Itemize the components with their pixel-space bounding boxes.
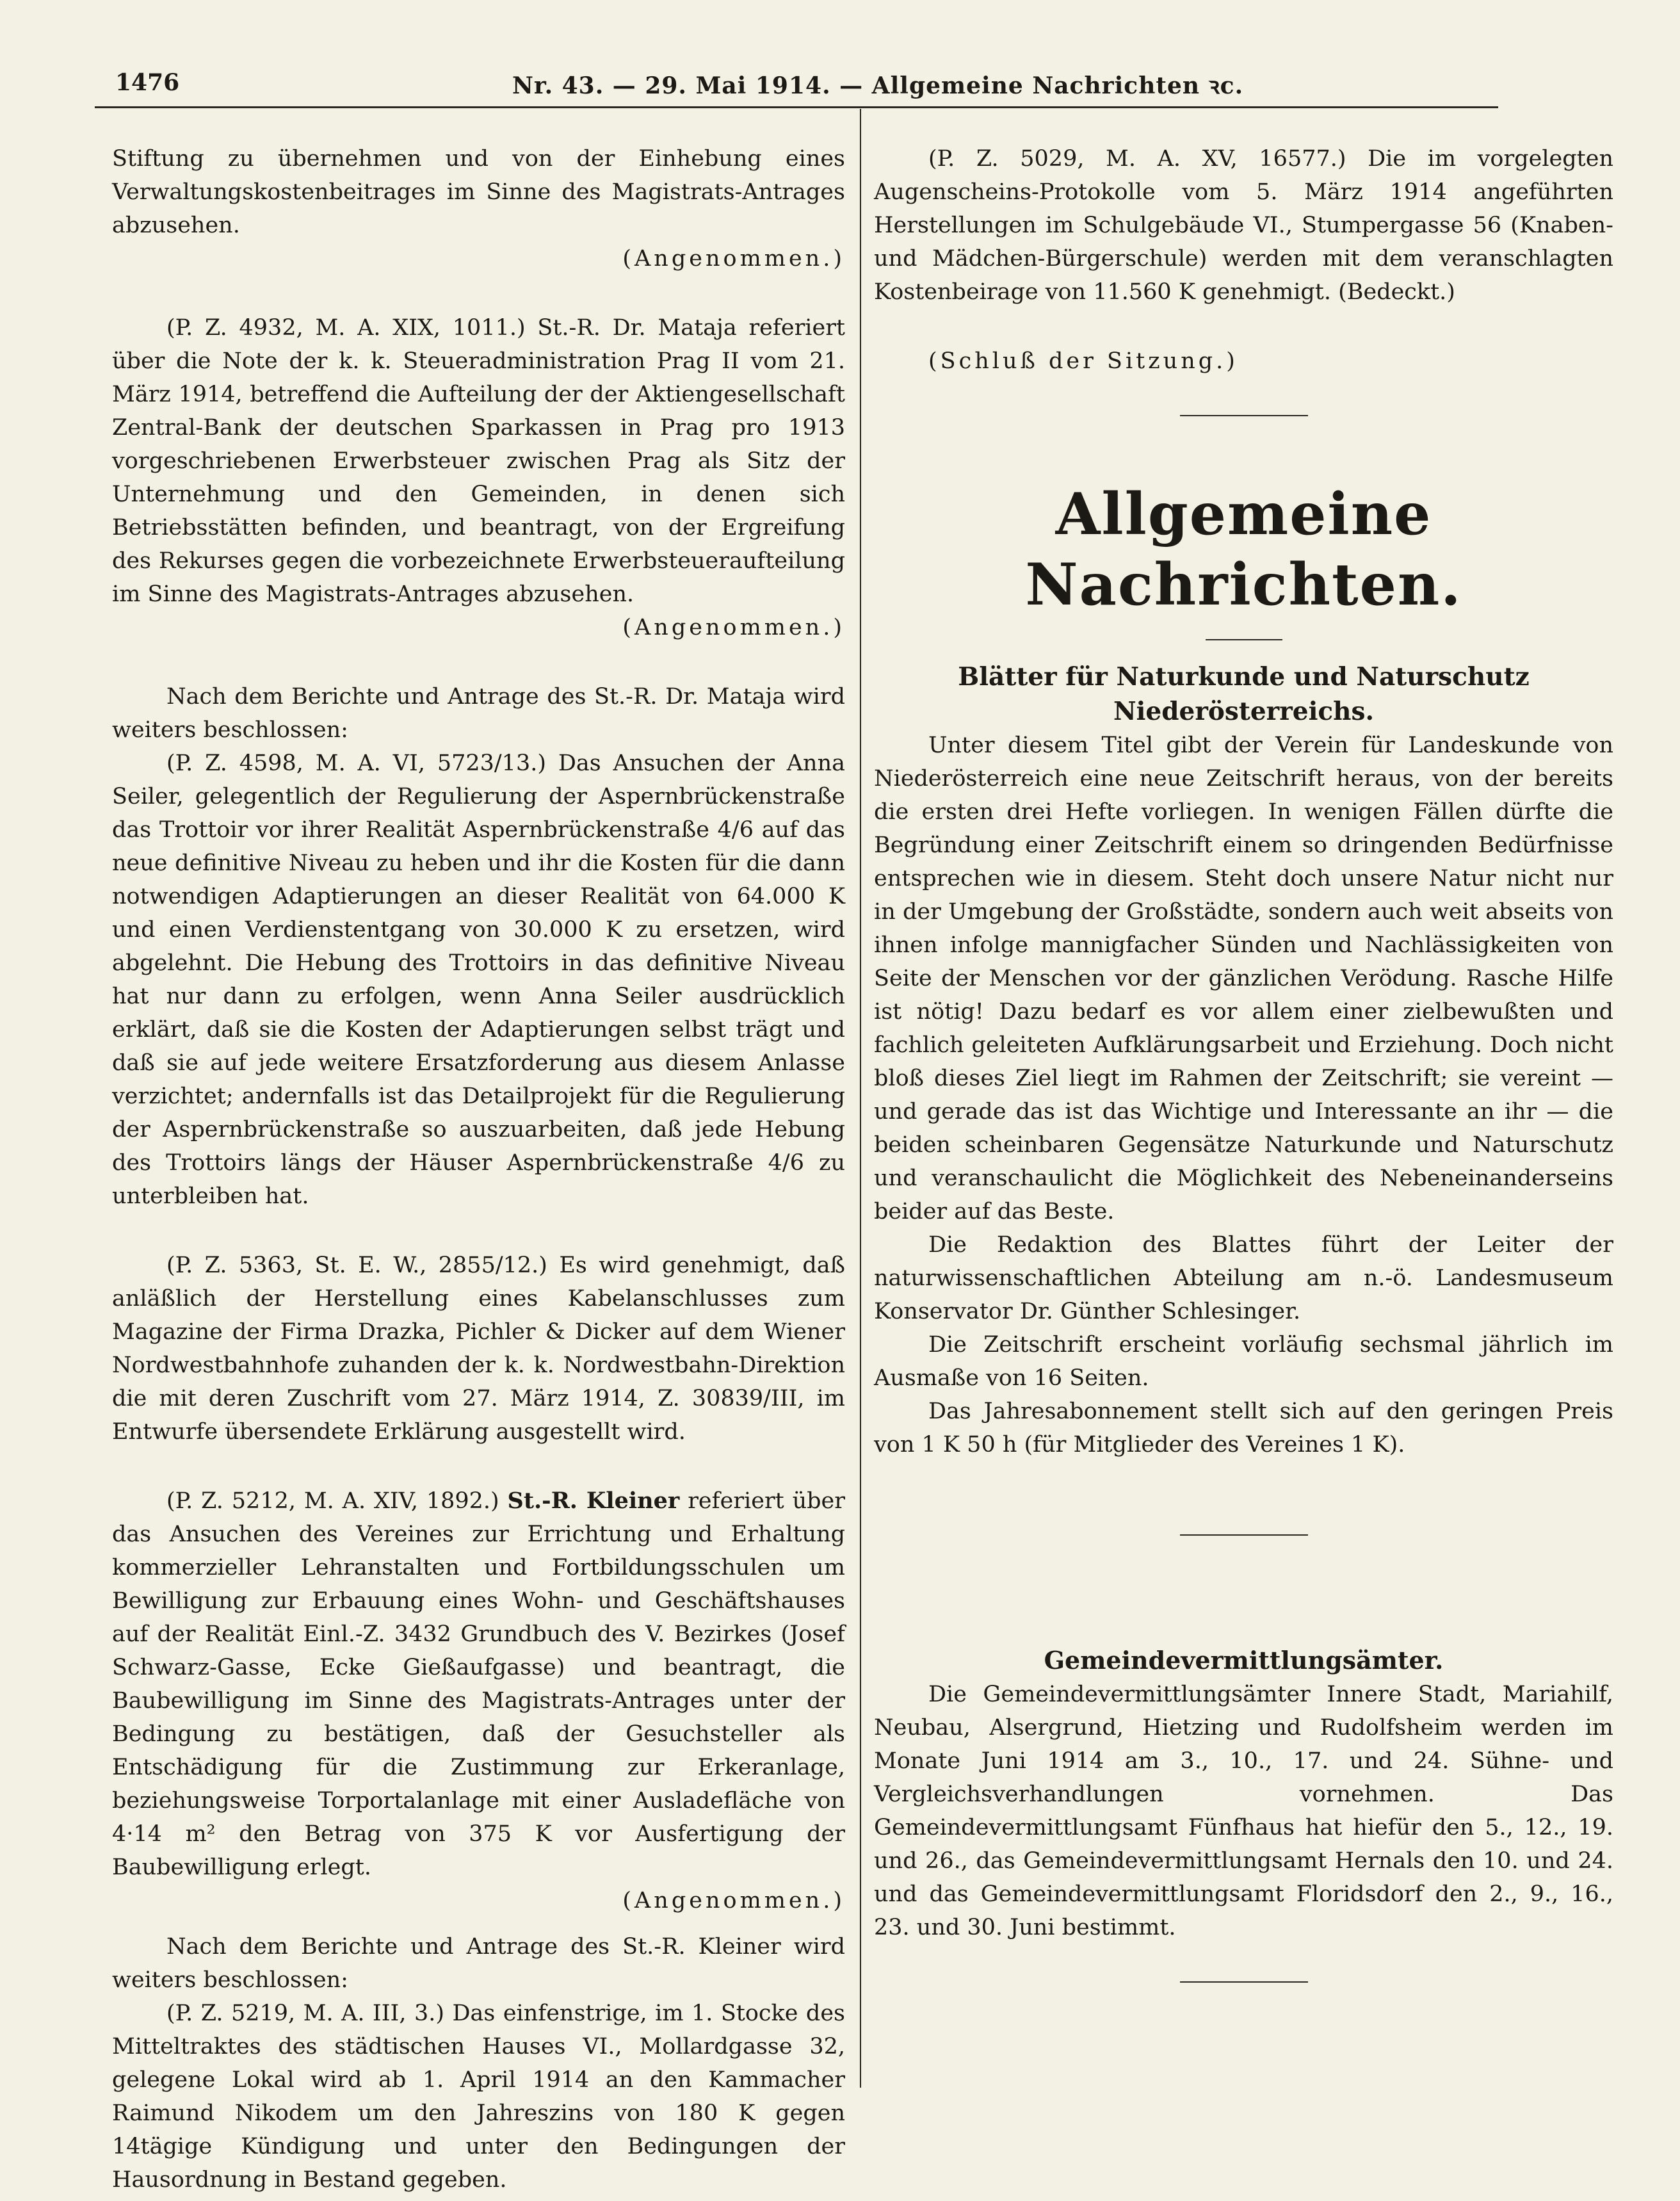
article-1-paragraph-3: Die Zeitschrift erscheint vorläufig sechsmal jährlich im Ausmaße von 16 Seiten. <box>874 1332 1613 1391</box>
article-1-paragraph-4: Das Jahresabonnement stellt sich auf den geringen Preis von 1 K 50 h (für Mitglieder des Vereines 1 K). <box>874 1399 1613 1458</box>
divider-rule-4 <box>1180 1981 1308 1983</box>
left-intro-kleiner: Nach dem Berichte und Antrage des St.-R. Kleiner wird weiters beschlossen: <box>112 1934 845 1993</box>
left-paragraph-4: (P. Z. 5363, St. E. W., 2855/12.) Es wird genehmigt, daß anläßlich der Herstellung eines Kabelanschlusses zum Magazine der Firma Drazka, Pichler & Dicker auf dem Wiener Nordwestbahnhofe zuhanden der k. k. Nordwestbahn-Direktion die mit deren Zuschrift vom 27. März 1914, Z. 30839/III, im Entwurfe übersendete Erklärung ausgestellt wird. <box>112 1253 845 1445</box>
article-1-title: Blätter für Naturkunde und Naturschutz Niederösterreichs. <box>958 662 1530 726</box>
left-paragraph-5 <box>112 1484 845 1884</box>
status-accepted-1: (Angenommen.) <box>622 246 845 272</box>
p5-body: referiert über das Ansuchen des Vereines zur Errichtung und Erhaltung kommerzieller Lehranstalten und Fortbildungsschulen um Bewilligung zur Erbauung eines Wohn- und Geschäftshauses auf der Realität Einl.-Z. 3432 Grundbuch des V. Bezirkes (Josef Schwarz-Gasse, Ecke Gießaufgasse) und beantragt, die Baubewilligung im Sinne des Magistrats-Antrages unter der Bedingung zu bestätigen, daß der Gesuchsteller als Entschädigung für die Zustimmung zur Erkeranlage, beziehungsweise Torportalanlage mit einer Ausladefläche von 4·14 m² den Betrag von 375 K vor Ausfertigung der Baubewilligung erlegt. <box>112 1488 845 1880</box>
left-paragraph-1: Stiftung zu übernehmen und von der Einhebung eines Verwaltungskostenbeitrages im Sinne des Magistrats-Antrages abzusehen. <box>112 146 845 238</box>
left-paragraph-3: (P. Z. 4598, M. A. VI, 5723/13.) Das Ansuchen der Anna Seiler, gelegentlich der Regulierung der Aspernbrückenstraße das Trottoir vor ihrer Realität Aspernbrückenstraße 4/6 auf das neue definitive Niveau zu heben und ihr die Kosten für die dann notwendigen Adaptierungen an dieser Realität von 64.000 K und einen Verdienstentgang von 30.000 K zu ersetzen, wird abgelehnt. Die Hebung des Trottoirs in das definitive Niveau hat nur dann zu erfolgen, wenn Anna Seiler ausdrücklich erklärt, daß sie die Kosten der Adaptierungen selbst trägt und daß sie auf jede weitere Ersatzforderung aus diesem Anlasse verzichtet; andernfalls ist das Detailprojekt für die Regulierung der Aspernbrückenstraße so auszuarbeiten, daß jede Hebung des Trottoirs längs der Häuser Aspernbrückenstraße 4/6 zu unterbleiben hat. <box>112 751 845 1209</box>
left-column <box>112 142 845 2197</box>
article-1-paragraph-1: Unter diesem Titel gibt der Verein für Landeskunde von Niederösterreich eine neue Zeitschrift heraus, von der bereits die ersten drei Hefte vorliegen. In wenigen Fällen dürfte die Begründung einer Zeitschrift einem so dringenden Bedürfnisse entsprechen wie in diesem. Steht doch unsere Natur nicht nur in der Umgebung der Großstädte, sondern auch weit abseits von ihnen infolge mannigfacher Sünden und Nachlässigkeiten von Seite der Menschen vor der gänzlichen Verödung. Rasche Hilfe ist nötig! Dazu bedarf es vor allem einer zielbewußten und fachlich geleiteten Aufklärungsarbeit und Erziehung. Doch nicht bloß dieses Ziel liegt im Rahmen der Zeitschrift; sie vereint — und gerade das ist das Wichtige und Interessante an ihr — die beiden scheinbaren Gegensätze Naturkunde und Naturschutz und veranschaulicht die Möglichkeit des Nebeneinanderseins beider auf das Beste. <box>874 733 1613 1224</box>
right-paragraph-1: (P. Z. 5029, M. A. XV, 16577.) Die im vorgelegten Augenscheins-Protokolle vom 5. März 1914 angeführten Herstellungen im Schulgebäude VI., Stumpergasse 56 (Knaben- und Mädchen-Bürgerschule) werden mit dem veranschlagten Kostenbeirage von 11.560 K genehmigt. (Bedeckt.) <box>874 146 1613 305</box>
divider-rule-3 <box>1180 1534 1308 1536</box>
column-divider <box>860 109 861 2088</box>
p5-speaker: St.-R. Kleiner <box>507 1488 680 1514</box>
left-paragraph-2: (P. Z. 4932, M. A. XIX, 1011.) St.-R. Dr. Mataja referiert über die Note der k. k. Steueradministration Prag II vom 21. März 1914, betreffend die Aufteilung der der Aktiengesellschaft Zentral-Bank der deutschen Sparkassen in Prag pro 1913 vorgeschriebenen Erwerbsteuer zwischen Prag als Sitz der Unternehmung und den Gemeinden, in denen sich Betriebsstätten befinden, und beantragt, von der Ergreifung des Rekurses gegen die vorbezeichnete Erwerbsteueraufteilung im Sinne des Magistrats-Antrages abzusehen. <box>112 315 845 607</box>
article-1-paragraph-2: Die Redaktion des Blattes führt der Leiter der naturwissenschaftlichen Abteilung am n.-ö. Landesmuseum Konservator Dr. Günther Schlesinger. <box>874 1232 1613 1324</box>
status-accepted-3: (Angenommen.) <box>622 1888 845 1913</box>
divider-rule-2 <box>1206 639 1282 640</box>
right-column <box>874 142 1613 2020</box>
section-title: Allgemeine Nachrichten. <box>1025 480 1462 619</box>
article-2-title: Gemeindevermittlungsämter. <box>1044 1646 1444 1675</box>
divider-rule-1 <box>1180 415 1308 416</box>
left-paragraph-6: (P. Z. 5219, M. A. III, 3.) Das einfenstrige, im 1. Stocke des Mitteltraktes des städtischen Hauses VI., Mollardgasse 32, gelegene Lokal wird ab 1. April 1914 an den Kammacher Raimund Nikodem um den Jahreszins von 180 K gegen 14tägige Kündigung und unter den Bedingungen der Hausordnung in Bestand gegeben. <box>112 2001 845 2193</box>
article-2-paragraph-1: Die Gemeindevermittlungsämter Innere Stadt, Mariahilf, Neubau, Alsergrund, Hietzing und Rudolfsheim werden im Monate Juni 1914 am 3., 10., 17. und 24. Sühne- und Vergleichsverhandlungen vornehmen. Das Gemeindevermittlungsamt Fünfhaus hat hiefür den 5., 12., 19. und 26., das Gemeindevermittlungsamt Hernals den 10. und 24. und das Gemeindevermittlungsamt Floridsdorf den 2., 9., 16., 23. und 30. Juni bestimmt. <box>874 1682 1613 1940</box>
session-closing: (Schluß der Sitzung.) <box>928 348 1238 374</box>
p5-lead: (P. Z. 5212, M. A. XIV, 1892.) <box>166 1488 499 1514</box>
page-header <box>115 61 1508 106</box>
header-title: Nr. 43. — 29. Mai 1914. — Allgemeine Nachrichten ꝛc. <box>512 72 1244 99</box>
left-intro-mataja: Nach dem Berichte und Antrage des St.-R. Dr. Mataja wird weiters beschlossen: <box>112 684 845 743</box>
status-accepted-2: (Angenommen.) <box>622 615 845 640</box>
page-number: 1476 <box>115 69 180 96</box>
